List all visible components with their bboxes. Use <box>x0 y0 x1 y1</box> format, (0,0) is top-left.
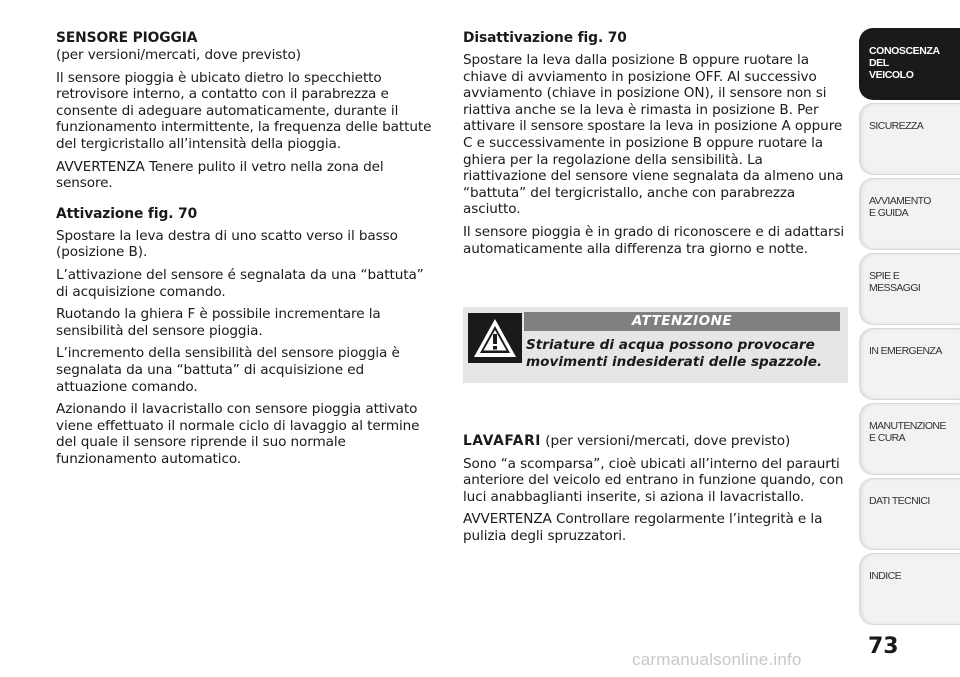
paragraph: AVVERTENZA Controllare regolarmente l’integrità e la pulizia degli spruzzatori. <box>463 511 823 544</box>
tab-label: SICUREZZA <box>869 120 924 132</box>
page-number: 73 <box>868 634 899 659</box>
paragraph: Spostare la leva destra di uno scatto verso il basso (posizione B). <box>56 227 398 261</box>
heading-attivazione: Attivazione fig. 70 <box>56 205 198 222</box>
paragraph: Il sensore pioggia è ubicato dietro lo specchietto retrovisore interno, a contatto con il parabrezza e consente di adeguare automaticamente, durante il funzionamento intermittente, la frequenza delle battute del tergicristallo all’intensità della pioggia. <box>56 69 432 152</box>
watermark: carmanualsonline.info <box>632 650 802 669</box>
paragraph: Il sensore pioggia è in grado di riconoscere e di adattarsi automaticamente alla differenza tra giorno e notte. <box>463 223 845 257</box>
tab-label: CONOSCENZA <box>869 45 940 57</box>
heading-disattivazione: Disattivazione fig. 70 <box>463 30 627 46</box>
tab-conoscenza-del-veicolo[interactable] <box>859 28 960 100</box>
warning-text: Striature di acqua possono provocare movimenti indesiderati delle spazzole. <box>526 337 823 370</box>
lavafari-title: LAVAFARI <box>463 433 542 449</box>
paragraph: L’attivazione del sensore é segnalata da una “battuta” di acquisizione comando. <box>56 266 424 300</box>
section-subtitle: (per versioni/mercati, dove previsto) <box>56 47 301 63</box>
right-column <box>463 30 848 263</box>
tab-label: IN EMERGENZA <box>869 345 942 357</box>
left-column <box>56 30 436 473</box>
tab-label: SPIE E <box>869 270 900 282</box>
paragraph: Ruotando la ghiera F è possibile incrementare la sensibilità del sensore pioggia. <box>56 306 381 339</box>
tab-label: MANUTENZIONE <box>869 420 946 432</box>
tab-manutenzione-e-cura[interactable] <box>859 403 960 475</box>
tab-label: DEL <box>869 57 889 69</box>
warning-box <box>463 307 848 383</box>
paragraph: AVVERTENZA Tenere pulito il vetro nella zona del sensore. <box>56 158 384 192</box>
tab-label: DATI TECNICI <box>869 495 930 507</box>
tab-label: MESSAGGI <box>869 282 921 294</box>
chapter-sidebar <box>859 28 960 628</box>
tab-label: VEICOLO <box>869 69 914 81</box>
paragraph: Spostare la leva dalla posizione B oppure ruotare la chiave di avviamento in posizione OFF. Al successivo avviamento (chiave in posizione ON), il sensore non si riattiva anche se la leva è rimasta in posizione B. Per attivare il sensore spostare la leva in posizione A oppure C e successivamente in posizione B oppure ruotare la ghiera per la regolazione della sensibilità. La riattivazione del sensore viene segnalata da almeno una “battuta” del tergicristallo, anche con parabrezza asciutto. <box>463 52 844 218</box>
tab-label: E GUIDA <box>869 207 908 219</box>
warning-triangle-icon <box>468 313 522 363</box>
lavafari-subtitle: (per versioni/mercati, dove previsto) <box>541 433 791 449</box>
lavafari-heading <box>463 433 848 450</box>
lavafari-section <box>463 433 848 551</box>
tab-label: AVVIAMENTO <box>869 195 931 207</box>
tab-sicurezza[interactable] <box>859 103 960 175</box>
paragraph: Sono “a scomparsa”, cioè ubicati all’interno del paraurti anteriore del veicolo ed entrano in funzione quando, con luci anabbaglianti inserite, si aziona il lavacristallo. <box>463 455 844 505</box>
paragraph: Azionando il lavacristallo con sensore pioggia attivato viene effettuato il normale ciclo di lavaggio al termine del quale il sensore riprende il suo normale funzionamento automatico. <box>56 401 420 467</box>
tab-avviamento-e-guida[interactable] <box>859 178 960 250</box>
warning-label: ATTENZIONE <box>524 312 840 331</box>
tab-label: E CURA <box>869 432 906 444</box>
tab-label: INDICE <box>869 570 901 582</box>
section-title-sensore-pioggia: SENSORE PIOGGIA <box>56 30 198 46</box>
tab-dati-tecnici[interactable] <box>859 478 960 550</box>
tab-spie-e-messaggi[interactable] <box>859 253 960 325</box>
tab-indice[interactable] <box>859 553 960 625</box>
paragraph: L’incremento della sensibilità del sensore pioggia è segnalata da una “battuta” di acquisizione ed attuazione comando. <box>56 345 400 395</box>
tab-in-emergenza[interactable] <box>859 328 960 400</box>
